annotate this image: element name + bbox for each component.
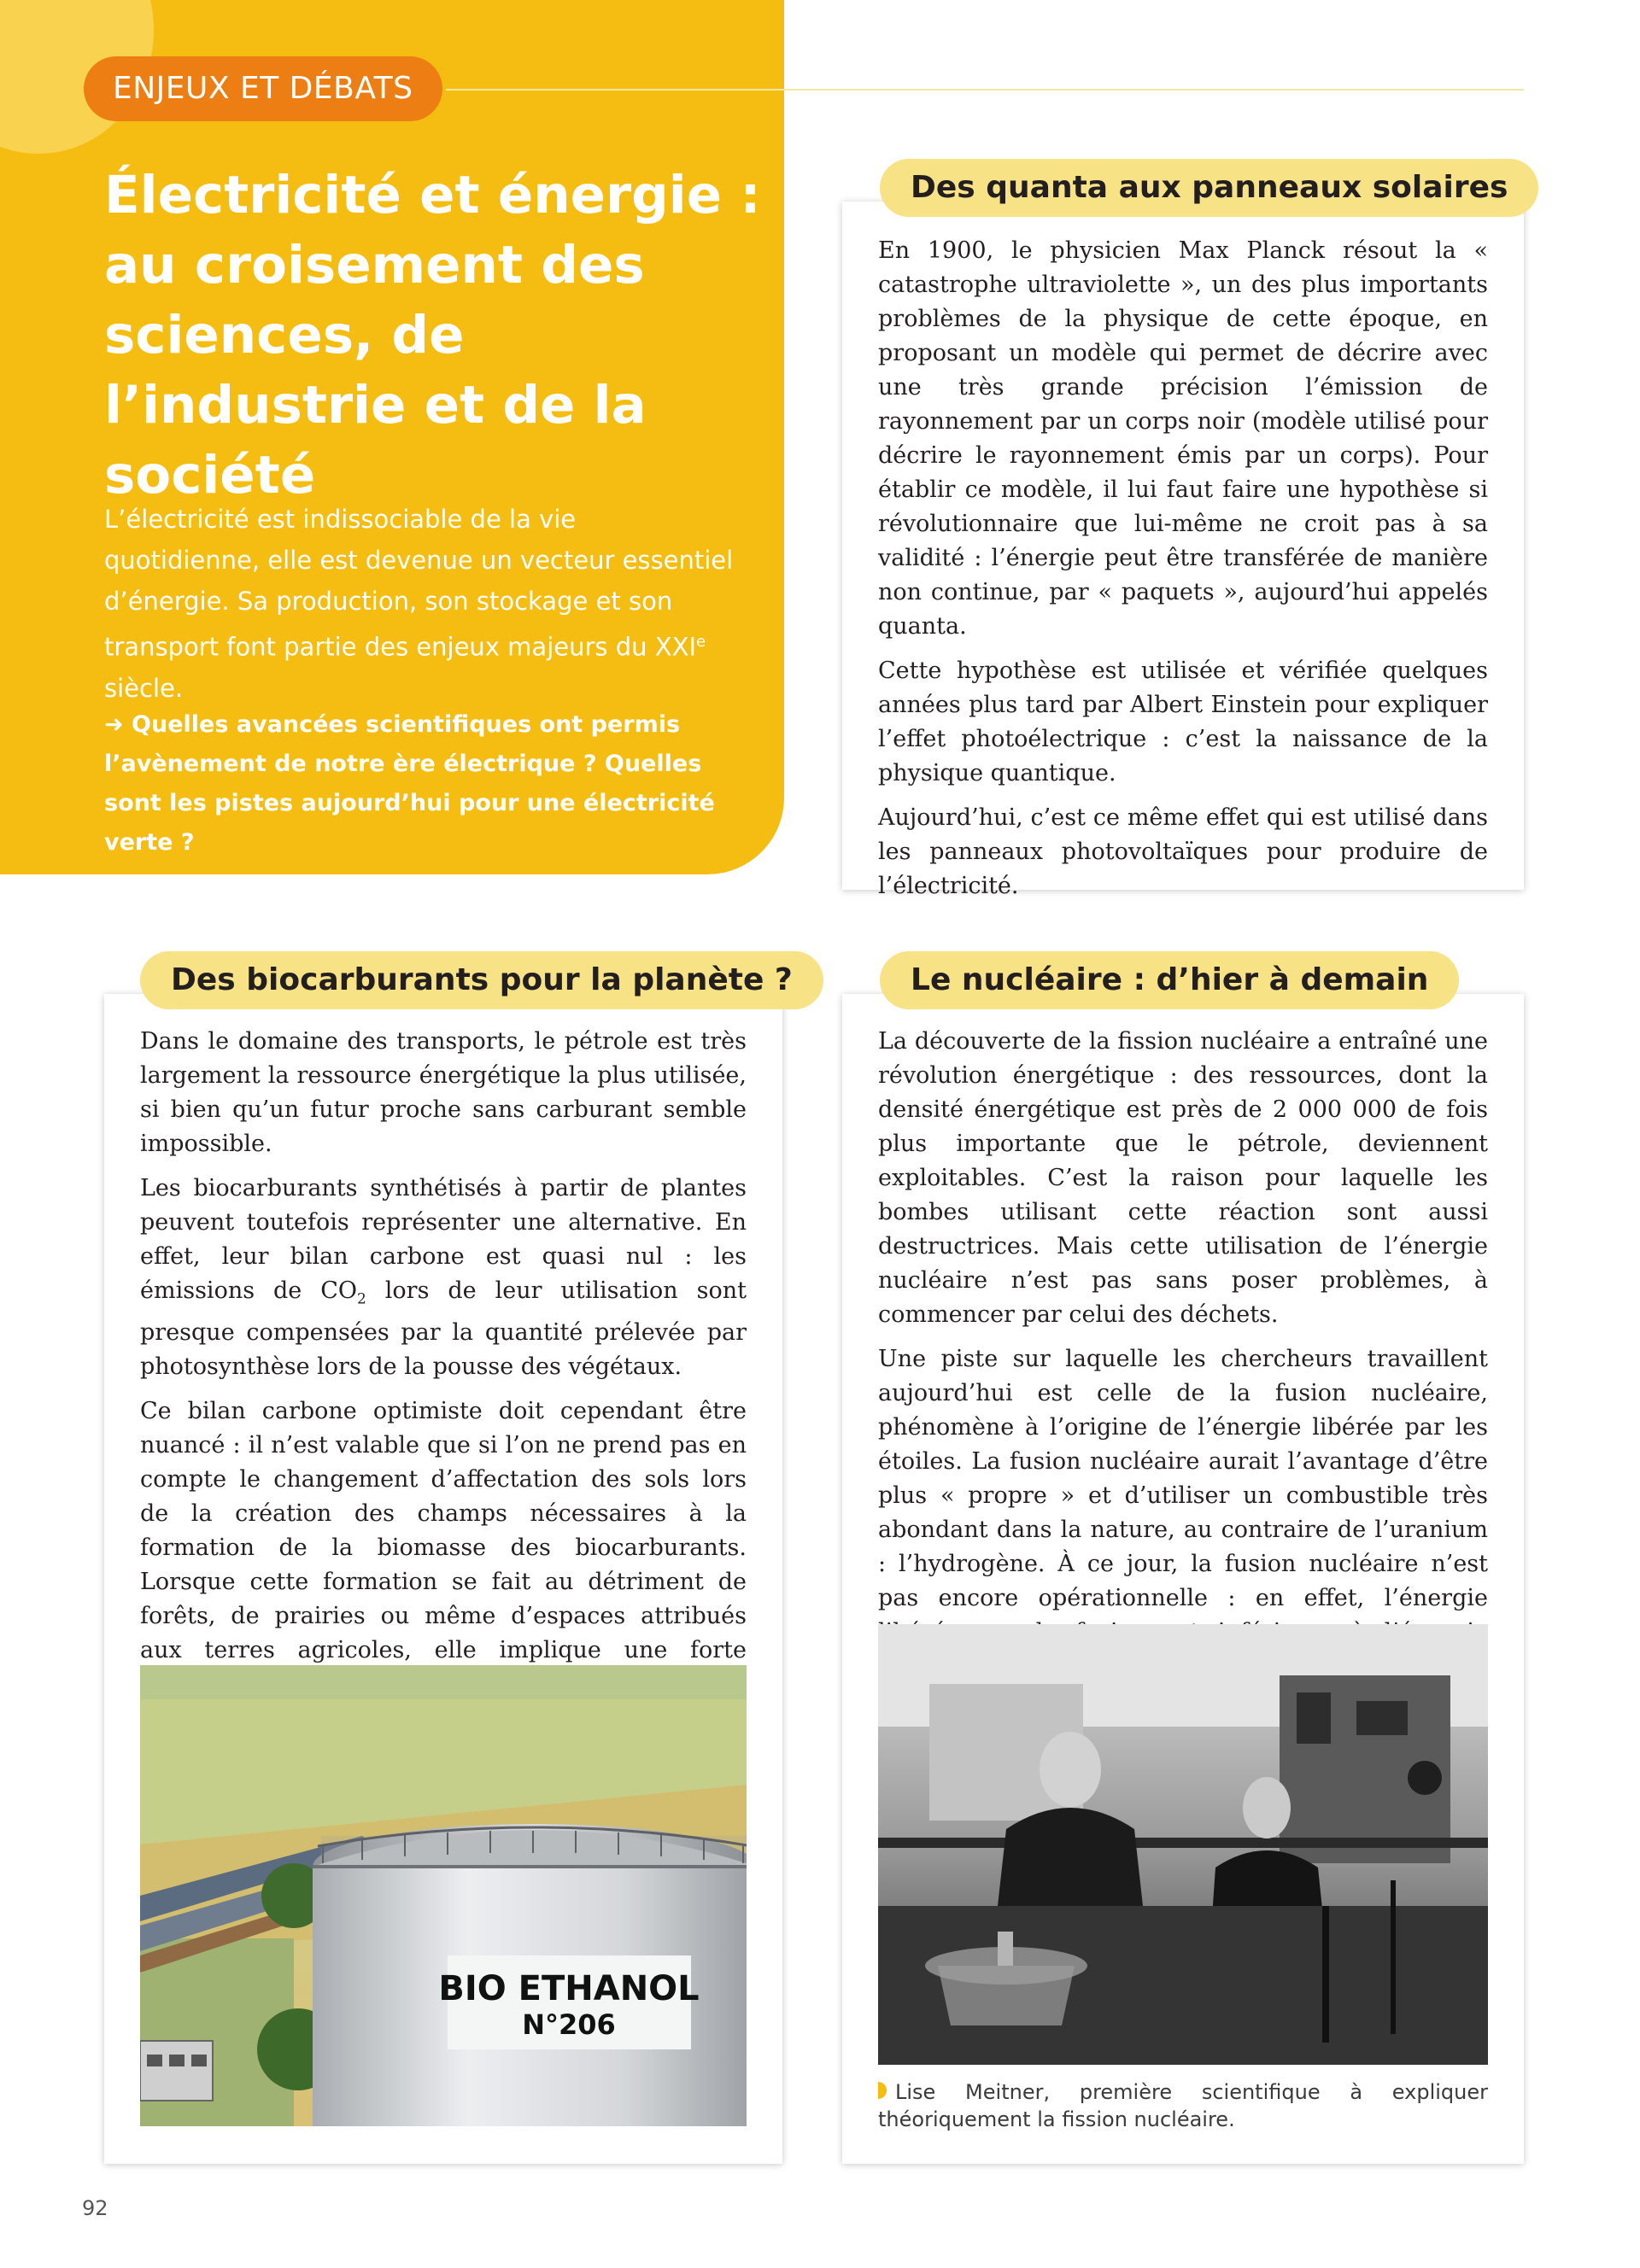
divider (446, 89, 1524, 91)
biofuel-title: Des biocarburants pour la planète ? (140, 951, 823, 1009)
intro-text (104, 499, 736, 709)
page-number: 92 (82, 2196, 108, 2220)
paragraph (140, 1172, 747, 1384)
page-title: Électricité et énergie : au croisement des sciences, de l’industrie et de la société (104, 165, 761, 506)
caption-marker (878, 2082, 887, 2099)
paragraph-part: Les biocarburants synthétisés à partir de plantes peuvent toutefois représenter une alternative. En effet, leur bilan carbone est quasi nul : les émissions de CO (140, 1175, 747, 1304)
superscript-e: e (696, 633, 706, 651)
paragraph: En 1900, le physicien Max Planck résout la « catastrophe ultraviolette », un des plus importants problèmes de la physique de cette époque, en proposant un modèle qui permet de décrire avec une très grande précision l’émission de rayonnement par un corps noir (modèle utilisé pour décrire le rayonnement émis par un corps). Pour établir ce modèle, il lui faut faire une hypothèse si révolutionnaire que lui-même ne croit pas à sa validité : l’énergie peut être transférée de manière non continue, par « paquets », aujourd’hui appelés quanta. (878, 237, 1488, 640)
paragraph: Ce bilan carbone optimiste doit cependant être nuancé : il n’est valable que si l’on ne prend pas en compte le changement d’affectation des sols lors de la création des champs nécessaires à la formation de la biomasse des biocarburants. Lorsque cette formation se fait au détriment de forêts, de prairies ou même d’espaces attribués aux terres agricoles, elle implique une forte (140, 1398, 747, 1664)
tank-number-label: N°206 (522, 2008, 616, 2041)
meitner-photo (878, 1624, 1488, 2065)
arrow-icon: ➜ (104, 711, 124, 738)
paragraph: Aujourd’hui, c’est ce même effet qui est utilisé dans les panneaux photovoltaïques pour produire de l’électricité. (878, 804, 1488, 899)
quanta-title: Des quanta aux panneaux solaires (880, 159, 1538, 217)
bioethanol-photo (140, 1665, 747, 2126)
paragraph-part: lors de leur utilisation sont presque compensées par la quantité prélevée par photosynthèse lors de la pousse des végétaux. (140, 1277, 747, 1381)
section-tag: ENJEUX ET DÉBATS (84, 56, 442, 121)
paragraph: La découverte de la fission nucléaire a entraîné une révolution énergétique : des ressources, dont la densité énergétique est près de 2 000 000 de fois plus importante que le pétrole, deviennent exploitables. C’est la raison pour laquelle les bombes utilisant cette réaction sont aussi destructrices. Mais cette utilisation de l’énergie nucléaire n’est pas sans poser problèmes, à commencer par celui des déchets. (878, 1028, 1488, 1328)
key-question (104, 705, 736, 862)
bioethanol-photo-illustration (140, 1665, 747, 2126)
nuclear-title: Le nucléaire : d’hier à demain (880, 951, 1459, 1009)
caption-text: Lise Meitner, première scientifique à expliquer théoriquement la fission nucléaire. (878, 2080, 1488, 2131)
nuclear-text (878, 1025, 1488, 1694)
meitner-photo-illustration (878, 1624, 1488, 2065)
bioethanol-label: BIO ETHANOL (438, 1969, 700, 2008)
intro-text-main: L’électricité est indissociable de la vie quotidienne, elle est devenue un vecteur essentiel d’énergie. Sa production, son stockage et son transport font partie des enjeux majeurs du XXI (104, 505, 734, 662)
biofuel-text (140, 1025, 747, 1712)
quanta-text (878, 234, 1488, 914)
paragraph: Une piste sur laquelle les chercheurs travaillent aujourd’hui est celle de la fusion nucléaire, phénomène à l’origine de l’énergie libérée par les étoiles. La fusion nucléaire aurait l’avantage d’être plus « propre » et d’utiliser un combustible très abondant dans la nature, au contraire de l’uranium : l’hydrogène. À ce jour, la fusion nucléaire n’est pas encore opérationnelle : en effet, l’énergie (878, 1346, 1488, 1611)
paragraph: Dans le domaine des transports, le pétrole est très largement la ressource énergétique la plus utilisée, si bien qu’un futur proche sans carburant semble impossible. (140, 1028, 747, 1157)
key-question-text: Quelles avancées scientifiques ont permis l’avènement de notre ère électrique ? Quelles sont les pistes aujourd’hui pour une électricité verte ? (104, 711, 715, 856)
photo-caption (878, 2078, 1488, 2133)
subscript-2: 2 (357, 1290, 366, 1308)
intro-text-end: siècle. (104, 673, 184, 703)
paragraph: Cette hypothèse est utilisée et vérifiée quelques années plus tard par Albert Einstein pour expliquer l’effet photoélectrique : c’est la naissance de la physique quantique. (878, 658, 1488, 786)
